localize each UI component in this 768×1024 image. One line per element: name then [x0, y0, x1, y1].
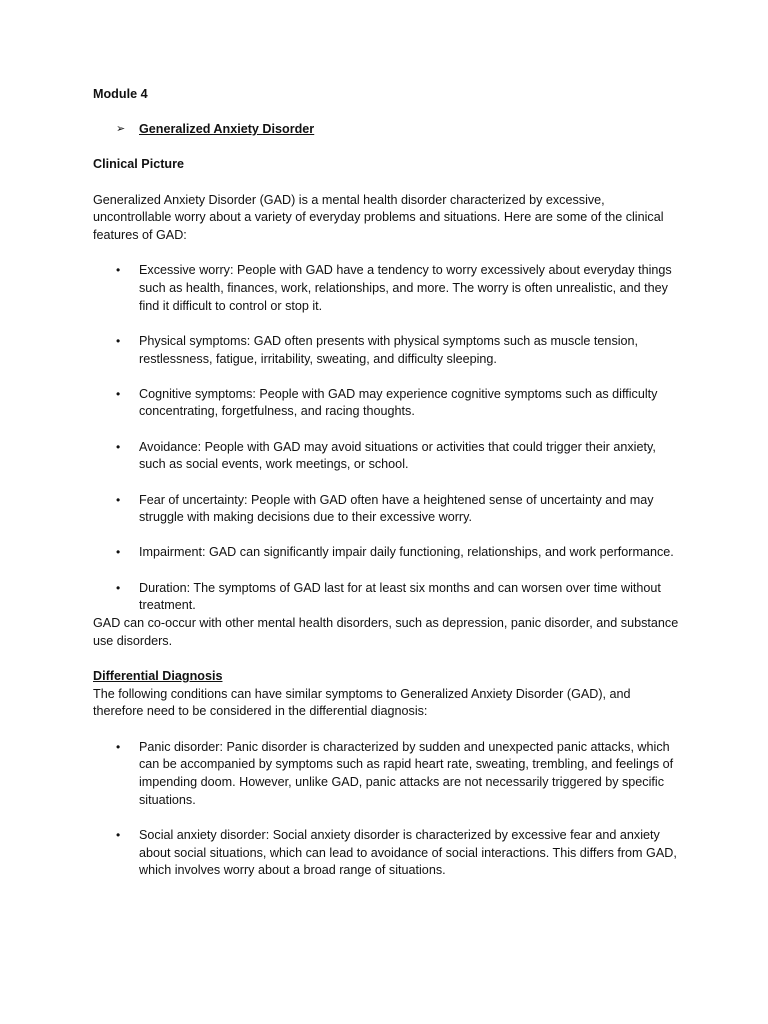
bullet-icon: •	[116, 580, 121, 595]
list-item	[93, 580, 683, 615]
list-item	[93, 492, 683, 527]
list-item	[93, 827, 683, 880]
list-item-text: Social anxiety disorder: Social anxiety disorder is characterized by excessive fear and anxiety about social situations, which can lead to avoidance of social interactions. This differs from GAD, which involves worry about a broad range of situations.	[139, 827, 677, 878]
list-item-text: Impairment: GAD can significantly impair daily functioning, relationships, and work performance.	[139, 545, 674, 560]
differential-conditions-list	[93, 739, 683, 880]
list-item	[93, 333, 683, 368]
comorbidity-paragraph: GAD can co-occur with other mental health disorders, such as depression, panic disorder, and substance use disorders.	[93, 616, 679, 648]
list-item-text: Panic disorder: Panic disorder is characterized by sudden and unexpected panic attacks, which can be accompanied by symptoms such as rapid heart rate, sweating, trembling, and feelings of impending doom. However, unlike GAD, panic attacks are not necessarily triggered by specific situations.	[139, 739, 674, 807]
topic-heading: Generalized Anxiety Disorder	[139, 122, 315, 137]
differential-diagnosis-heading: Differential Diagnosis	[93, 668, 223, 683]
topic-heading-row	[93, 121, 683, 139]
list-item-text: Cognitive symptoms: People with GAD may experience cognitive symptoms such as difficulty concentrating, forgetfulness, and racing thoughts.	[139, 386, 658, 419]
clinical-features-list	[93, 262, 683, 615]
module-title: Module 4	[93, 87, 148, 101]
list-item	[93, 262, 683, 315]
bullet-icon: •	[116, 439, 121, 454]
clinical-picture-intro: Generalized Anxiety Disorder (GAD) is a mental health disorder characterized by excessive, uncontrollable worry about a variety of everyday problems and situations. Here are some of the clinical features of GAD:	[93, 192, 664, 243]
list-item-text: Fear of uncertainty: People with GAD often have a heightened sense of uncertainty and may struggle with making decisions due to their excessive worry.	[139, 492, 654, 525]
list-item	[93, 739, 683, 810]
list-item	[93, 439, 683, 474]
list-item	[93, 544, 683, 562]
list-item-text: Avoidance: People with GAD may avoid situations or activities that could trigger their anxiety, such as social events, work meetings, or school.	[139, 439, 656, 472]
differential-diagnosis-intro: The following conditions can have similar symptoms to Generalized Anxiety Disorder (GAD), and therefore need to be considered in the differential diagnosis:	[93, 686, 631, 719]
clinical-picture-heading: Clinical Picture	[93, 157, 184, 172]
arrow-bullet-icon: ➢	[116, 123, 126, 136]
bullet-icon: •	[116, 827, 121, 842]
bullet-icon: •	[116, 386, 121, 401]
list-item	[93, 386, 683, 421]
bullet-icon: •	[116, 739, 121, 754]
bullet-icon: •	[116, 333, 121, 348]
list-item-text: Physical symptoms: GAD often presents with physical symptoms such as muscle tension, restlessness, fatigue, irritability, sweating, and difficulty sleeping.	[139, 333, 639, 366]
bullet-icon: •	[116, 545, 121, 560]
bullet-icon: •	[116, 492, 121, 507]
list-item-text: Excessive worry: People with GAD have a tendency to worry excessively about everyday things such as health, finances, work, relationships, and more. The worry is often unrealistic, and they find it difficult to control or stop it.	[139, 263, 672, 313]
document-page	[93, 86, 683, 880]
bullet-icon: •	[116, 263, 121, 278]
list-item-text: Duration: The symptoms of GAD last for at least six months and can worsen over time without treatment.	[139, 580, 661, 613]
